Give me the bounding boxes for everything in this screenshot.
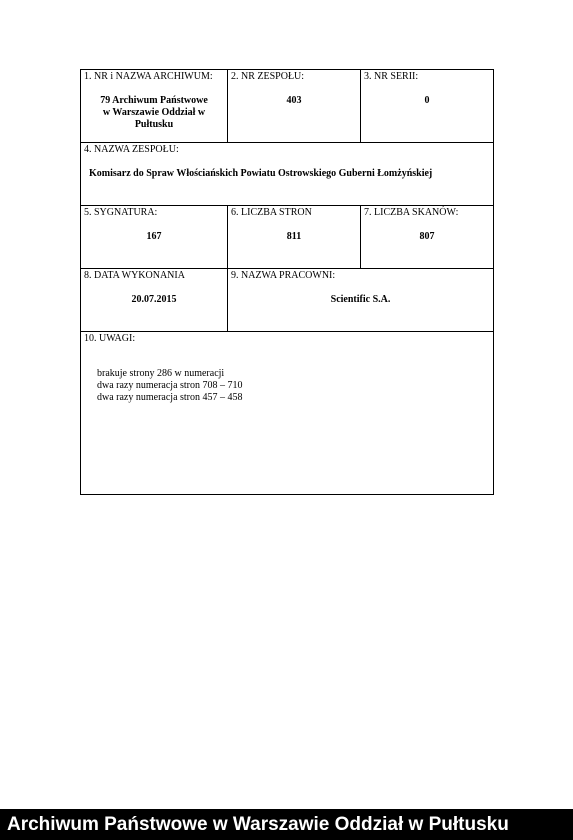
cell-signature <box>81 206 228 268</box>
remark-line: dwa razy numeracja stron 457 – 458 <box>97 392 243 403</box>
cell-date <box>81 269 228 331</box>
signature-value: 167 <box>146 231 162 242</box>
row-counts <box>81 206 493 269</box>
cell-series-no <box>361 70 493 142</box>
workshop-label: 9. NAZWA PRACOWNI: <box>231 270 336 281</box>
metadata-card <box>80 69 494 495</box>
scans-label: 7. LICZBA SKANÓW: <box>364 207 459 218</box>
pages-label: 6. LICZBA STRON <box>231 207 312 218</box>
archive-value: 79 Archiwum Państwowe w Warszawie Oddział w Pułtusku <box>100 95 208 130</box>
remark-line: brakuje strony 286 w numeracji <box>97 368 225 379</box>
fonds-no-value: 403 <box>286 95 302 106</box>
row-archive <box>81 70 493 143</box>
row-remarks <box>81 332 493 494</box>
row-date-workshop <box>81 269 493 332</box>
remark-line: dwa razy numeracja stron 708 – 710 <box>97 380 243 391</box>
pages-value: 811 <box>286 231 302 242</box>
remarks-label: 10. UWAGI: <box>84 333 136 344</box>
row-fonds-name <box>81 143 493 206</box>
cell-workshop <box>228 269 493 331</box>
cell-scans <box>361 206 493 268</box>
archive-footer-banner: Archiwum Państwowe w Warszawie Oddział w Pułtusku <box>0 809 573 840</box>
scans-value: 807 <box>419 231 435 242</box>
remarks-notes <box>97 368 243 404</box>
fonds-name-value: Komisarz do Spraw Włościańskich Powiatu Ostrowskiego Guberni Łomżyńskiej <box>89 168 433 179</box>
archive-label: 1. NR i NAZWA ARCHIWUM: <box>84 71 213 82</box>
cell-archive <box>81 70 228 142</box>
fonds-name-label: 4. NAZWA ZESPOŁU: <box>84 144 179 155</box>
cell-remarks <box>81 332 493 494</box>
date-label: 8. DATA WYKONANIA <box>84 270 185 281</box>
workshop-value: Scientific S.A. <box>330 294 391 305</box>
signature-label: 5. SYGNATURA: <box>84 207 158 218</box>
fonds-no-label: 2. NR ZESPOŁU: <box>231 71 305 82</box>
cell-fonds-name <box>81 143 493 205</box>
date-value: 20.07.2015 <box>131 294 177 305</box>
cell-fonds-no <box>228 70 361 142</box>
cell-pages <box>228 206 361 268</box>
series-no-label: 3. NR SERII: <box>364 71 419 82</box>
series-no-value: 0 <box>424 95 430 106</box>
